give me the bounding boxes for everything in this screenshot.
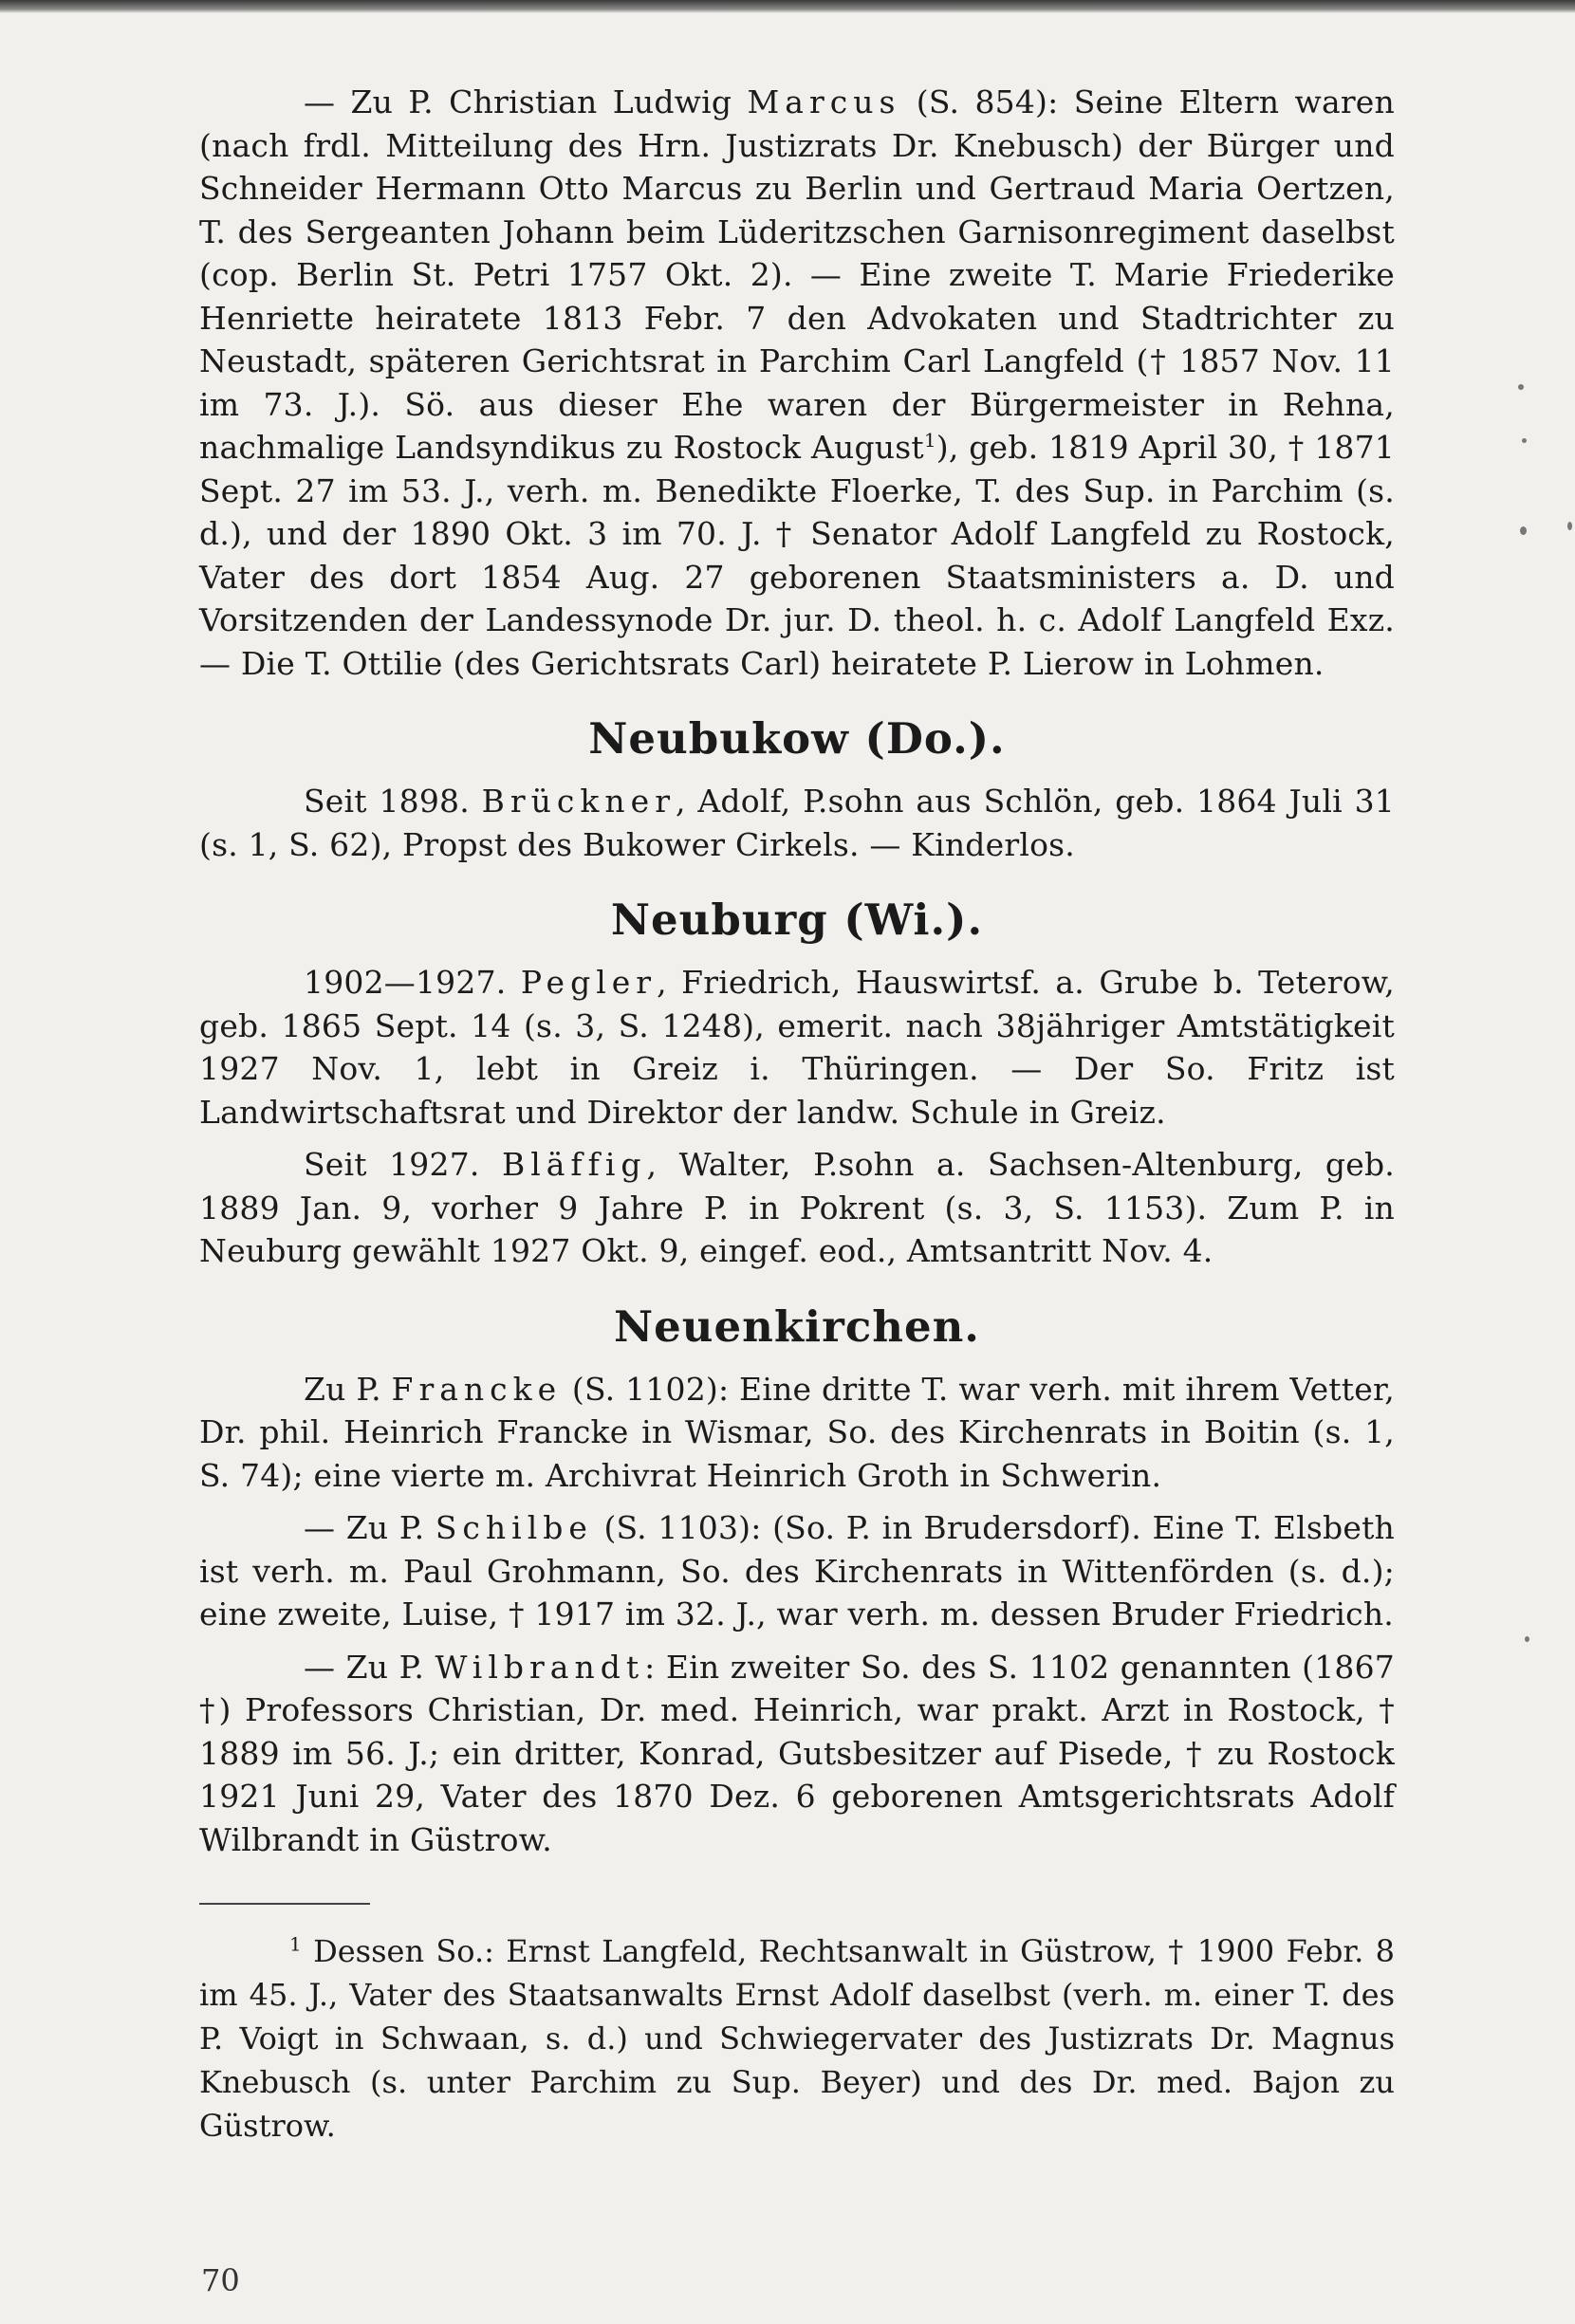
paragraph-wilbrandt: — Zu P. Wilbrandt: Ein zweiter So. des S. 1102 genannten (1867 †) Professors Christian, Dr. med. Heinrich, war prakt. Arzt in Rostock, † 1889 im 56. J.; ein dritter, Konrad, Gutsbesitzer auf Pisede, † zu Rostock 1921 Juni 29, Vater des 1870 Dez. 6 geborenen Amtsgerichtsrats Adolf Wilbrandt in Güstrow. xyxy=(199,1648,1395,1858)
spaced-name: Wilbrandt xyxy=(435,1648,645,1686)
document-page xyxy=(199,81,1395,2148)
footnote xyxy=(199,1929,1395,2148)
scan-speck xyxy=(1518,384,1524,390)
page-top-edge xyxy=(0,0,1575,13)
page-number: 70 xyxy=(201,2262,240,2298)
scan-speck xyxy=(1525,1636,1529,1642)
footnote-text: Dessen So.: Ernst Langfeld, Rechtsanwalt in Güstrow, † 1900 Febr. 8 im 45. J., Vater des Staatsanwalts Ernst Adolf daselbst (verh. m. einer T. des P. Voigt in Schwaan, s. d.) und Schwiegervater des Justizrats Dr. Magnus Knebusch (s. unter Parchim zu Sup. Beyer) und des Dr. med. Bajon zu Güstrow. xyxy=(199,1933,1396,2144)
paragraph-marcus: — Zu P. Christian Ludwig Marcus (S. 854): Seine Eltern waren (nach frdl. Mitteilung des Hrn. Justizrats Dr. Knebusch) der Bürger und Schneider Hermann Otto Marcus zu Berlin und Gertraud Maria Oertzen, T. des Sergeanten Johann beim Lüderitzschen Garnisonregiment daselbst (cop. Berlin St. Petri 1757 Okt. 2). — Eine zweite T. Marie Friederike Henriette heiratete 1813 Febr. 7 den Advokaten und Stadtrichter zu Neustadt, späteren Gerichtsrat in Parchim Carl Langfeld († 1857 Nov. 11 im 73. J.). Sö. aus dieser Ehe waren der Bürgermeister in Rehna, nachmalige Landsyndikus zu Rostock August$^1$), geb. 1819 April 30, † 1871 Sept. 27 im 53. J., verh. m. Benedikte Floerke, T. des Sup. in Parchim (s. d.), und der 1890 Okt. 3 im 70. J. † Senator Adolf Langfeld zu Rostock, Vater des dort 1854 Aug. 27 geborenen Staatsministers a. D. und Vorsitzenden der Landessynode Dr. jur. D. theol. h. c. Adolf Langfeld Exz. — Die T. Ottilie (des Gerichtsrats Carl) heiratete P. Lierow in Lohmen. xyxy=(199,83,1396,682)
spaced-name: Schilbe xyxy=(435,1509,593,1546)
spaced-name: Francke xyxy=(391,1370,563,1408)
footnote-divider xyxy=(199,1903,370,1905)
scan-speck xyxy=(1567,522,1572,530)
spaced-name: Marcus xyxy=(747,83,901,120)
footnote-mark: 1 xyxy=(289,1932,302,1956)
scan-speck xyxy=(1520,526,1527,535)
section-heading-neubukow: Neubukow (Do.). xyxy=(588,713,1006,764)
footnote-ref: 1 xyxy=(923,429,936,452)
spaced-name: Pegler xyxy=(520,964,658,1001)
paragraph-schilbe: — Zu P. Schilbe (S. 1103): (So. P. in Brudersdorf). Eine T. Elsbeth ist verh. m. Paul Grohmann, So. des Kirchenrats in Wittenförden (s. d.); eine zweite, Luise, † 1917 im 32. J., war verh. m. dessen Bruder Friedrich. xyxy=(199,1509,1396,1632)
paragraph-pegler: 1902—1927. Pegler, Friedrich, Hauswirtsf. a. Grube b. Teterow, geb. 1865 Sept. 14 (s. 3, S. 1248), emerit. nach 38jähriger Amtstätigkeit 1927 Nov. 1, lebt in Greiz i. Thüringen. — Der So. Fritz ist Landwirtschaftsrat und Direktor der landw. Schule in Greiz. xyxy=(199,964,1395,1131)
spaced-name: Brückner xyxy=(481,783,676,820)
scan-speck xyxy=(1522,438,1527,443)
paragraph-blaeffig: Seit 1927. Bläffig, Walter, P.sohn a. Sachsen-Altenburg, geb. 1889 Jan. 9, vorher 9 Jahre P. in Pokrent (s. 3, S. 1153). Zum P. in Neuburg gewählt 1927 Okt. 9, eingef. eod., Amtsantritt Nov. 4. xyxy=(199,1146,1395,1269)
paragraph-brueckner: Seit 1898. Brückner, Adolf, P.sohn aus Schlön, geb. 1864 Juli 31 (s. 1, S. 62), Propst des Bukower Cirkels. — Kinderlos. xyxy=(199,783,1395,863)
section-heading-neuburg: Neuburg (Wi.). xyxy=(610,895,984,945)
section-heading-neuenkirchen: Neuenkirchen. xyxy=(614,1300,980,1352)
spaced-name: Bläffig xyxy=(501,1146,647,1183)
paragraph-francke: Zu P. Francke (S. 1102): Eine dritte T. war verh. mit ihrem Vetter, Dr. phil. Heinrich Francke in Wismar, So. des Kirchenrats in Boitin (s. 1, S. 74); eine vierte m. Archivrat Heinrich Groth in Schwerin. xyxy=(199,1370,1395,1494)
